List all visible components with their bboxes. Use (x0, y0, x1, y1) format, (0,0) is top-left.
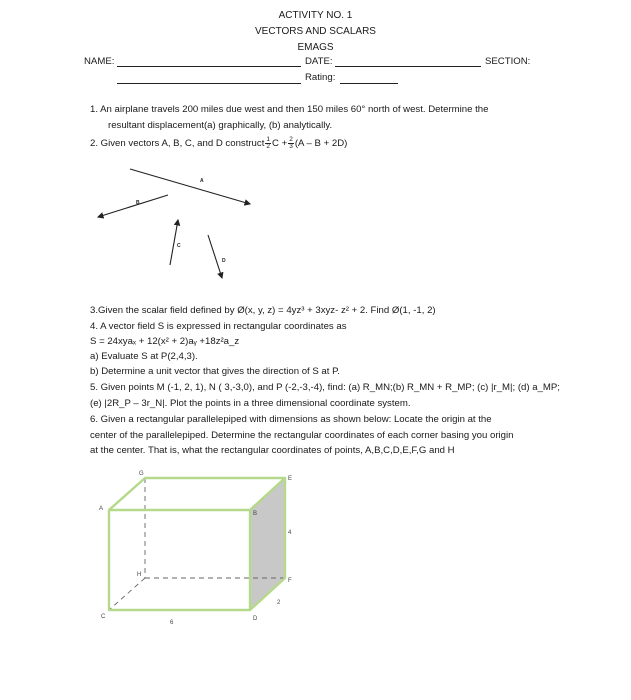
question-2-suffix: (A – B + 2D) (294, 137, 348, 149)
fraction-1-numerator: 1 (266, 136, 270, 143)
point-c-label: C (101, 614, 106, 620)
course-code: EMAGS (297, 42, 334, 53)
right-face-shade (250, 478, 285, 610)
question-1-line-1: 1. An airplane travels 200 miles due west and then 150 miles 60° north of west. Determine the (90, 104, 489, 115)
question-4-line-2: S = 24xyaₓ + 12(x² + 2)aᵧ +18z²a_z (90, 336, 240, 347)
question-3: 3.Given the scalar field defined by Ø(x, y, z) = 4yz³ + 3xyz- z² + 2. Find Ø(1, -1, 2) (90, 305, 436, 316)
point-d-label: D (253, 616, 258, 622)
question-6-line-3: at the center. That is, what the rectangular coordinates of points, A,B,C,D,E,F,G and H (90, 445, 455, 456)
rating-field-line[interactable] (340, 83, 398, 84)
name-label: NAME: (84, 56, 115, 67)
vector-c-label: C (177, 243, 181, 249)
point-e-label: E (288, 476, 293, 482)
question-1-line-2: resultant displacement(a) graphically, (b) analytically. (108, 120, 333, 131)
vector-d-arrow (208, 235, 222, 278)
fraction-two-thirds (288, 137, 294, 150)
question-5-line-2: (e) |2R_P – 3r_N|. Plot the points in a three dimensional coordinate system. (90, 398, 411, 409)
vector-a-arrow (130, 169, 250, 204)
vector-d-label: D (222, 258, 226, 264)
question-2-prefix: 2. Given vectors A, B, C, and D construct (90, 137, 265, 149)
fraction-2-numerator: 2 (289, 136, 293, 143)
question-6-line-2: center of the parallelepiped. Determine the rectangular coordinates of each corner basing you origin (90, 430, 514, 441)
fraction-one-half (265, 137, 271, 150)
question-2-mid: C + (272, 137, 288, 149)
date-label: DATE: (305, 56, 333, 67)
dimension-length-label: 6 (170, 620, 174, 626)
dimension-depth-label: 2 (277, 600, 281, 606)
point-g-label: G (139, 471, 144, 477)
dimension-height-label: 4 (288, 530, 292, 536)
question-6-line-1: 6. Given a rectangular parallelepiped with dimensions as shown below: Locate the origin at the (90, 414, 492, 425)
fraction-1-denominator: 2 (266, 143, 270, 150)
date-field-line[interactable] (335, 66, 481, 67)
question-4-part-b: b) Determine a unit vector that gives the direction of S at P. (90, 366, 340, 377)
section-label: SECTION: (485, 56, 531, 67)
parallelepiped-diagram (95, 468, 310, 630)
point-f-label: F (288, 578, 292, 584)
activity-subtitle: VECTORS AND SCALARS (255, 26, 376, 37)
question-4-part-a: a) Evaluate S at P(2,4,3). (90, 351, 198, 362)
vector-b-arrow (98, 195, 168, 217)
vector-a-label: A (200, 178, 204, 184)
name-field-line[interactable] (117, 66, 301, 67)
question-4-line-1: 4. A vector field S is expressed in rectangular coordinates as (90, 321, 347, 332)
hidden-edge-h-c (109, 578, 145, 610)
fraction-2-denominator: 3 (289, 143, 293, 150)
extra-field-line[interactable] (117, 83, 301, 84)
activity-title: ACTIVITY NO. 1 (278, 10, 353, 21)
point-h-label: H (137, 572, 142, 578)
point-a-label: A (99, 506, 104, 512)
point-b-label: B (253, 511, 258, 517)
rating-label: Rating: (305, 72, 336, 83)
vector-diagram (90, 155, 270, 280)
vector-b-label: B (136, 200, 140, 206)
question-5-line-1: 5. Given points M (-1, 2, 1), N ( 3,-3,0), and P (-2,-3,-4), find: (a) R_MN;(b) R_MN + R_MP; (c) |r_M|; (d) a_MP; (90, 382, 560, 393)
question-2 (90, 137, 347, 150)
